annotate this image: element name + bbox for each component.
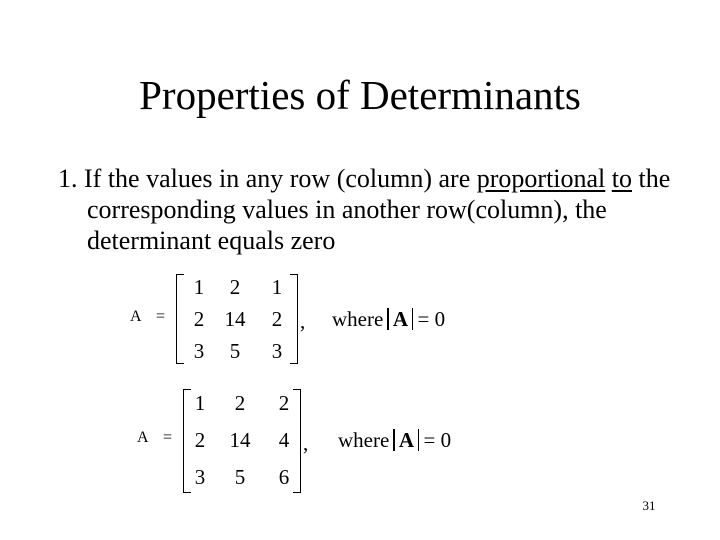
matrix-right-bracket xyxy=(290,274,298,364)
determinant-bar-left xyxy=(387,308,389,330)
matrix-cell: 14 xyxy=(224,307,246,331)
matrix-cell: 4 xyxy=(278,428,290,452)
matrix-cell: 2 xyxy=(194,428,206,452)
determinant-bar-right xyxy=(412,308,414,330)
comma: , xyxy=(303,431,309,455)
matrix-cell: 3 xyxy=(193,339,205,363)
determinant-value: = 0 xyxy=(423,428,452,452)
determinant-bar-right xyxy=(418,429,420,451)
matrix-cell: 2 xyxy=(234,391,246,415)
determinant-matrix-name: A xyxy=(398,428,414,452)
underlined-to: to xyxy=(611,164,633,193)
determinant-condition xyxy=(332,308,445,330)
matrix-cell: 1 xyxy=(271,275,283,299)
matrix-cell: 5 xyxy=(234,465,246,489)
matrix-right-bracket xyxy=(293,389,301,493)
statement-text-before: If the values in any row (column) are xyxy=(84,164,477,193)
matrix-cell: 1 xyxy=(193,275,205,299)
matrix-cell: 2 xyxy=(271,307,283,331)
statement-text-after: the corresponding values in another row(column), the determinant equals zero xyxy=(87,164,671,255)
matrix-cell: 2 xyxy=(278,391,290,415)
equals-sign: = xyxy=(163,429,173,446)
determinant-bar-left xyxy=(393,429,395,451)
equals-sign: = xyxy=(156,308,166,325)
page-number: 31 xyxy=(642,498,656,513)
underlined-proportional: proportional xyxy=(476,164,606,193)
determinant-matrix-name: A xyxy=(392,307,408,331)
comma: , xyxy=(300,309,306,333)
matrix-cell: 6 xyxy=(278,465,290,489)
matrix-cell: 3 xyxy=(194,465,206,489)
matrix-cell: 2 xyxy=(193,307,205,331)
point-number: 1. xyxy=(58,164,78,193)
determinant-value: = 0 xyxy=(417,307,446,331)
matrix-cell: 2 xyxy=(229,275,241,299)
matrix-name: A xyxy=(137,429,149,446)
determinant-condition xyxy=(338,429,451,451)
slide-title: Properties of Determinants xyxy=(139,72,581,118)
matrix-cell: 14 xyxy=(229,428,251,452)
where-text: where xyxy=(332,307,384,331)
matrix-cell: 1 xyxy=(194,391,206,415)
matrix-name: A xyxy=(130,308,142,325)
property-statement xyxy=(58,163,687,256)
matrix-cell: 5 xyxy=(229,339,241,363)
where-text: where xyxy=(338,428,390,452)
matrix-cell: 3 xyxy=(271,339,283,363)
